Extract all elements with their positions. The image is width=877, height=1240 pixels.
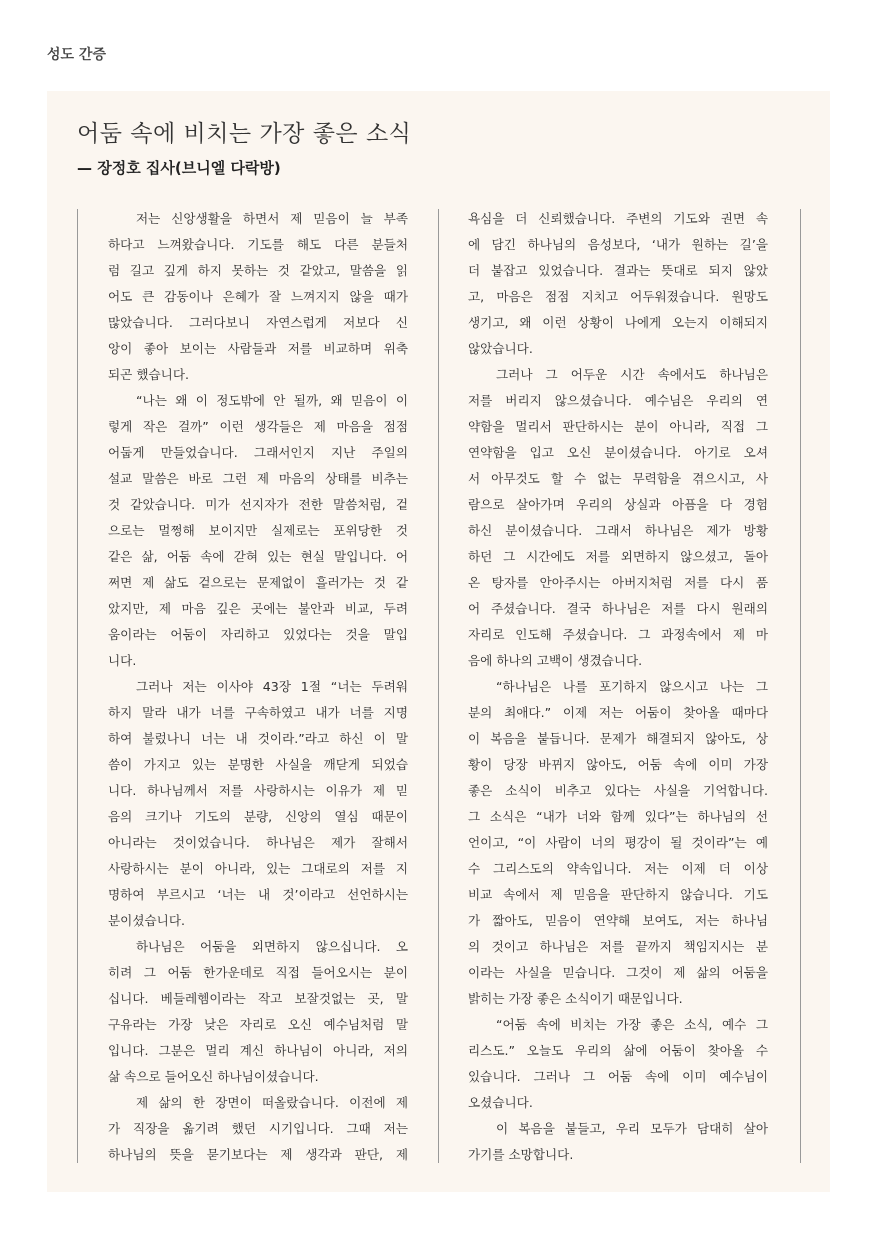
body-text-line: 같은 삶, 어둠 속에 갇혀 있는 현실 말입니다. 어: [108, 549, 408, 564]
body-text-line: 밝히는 가장 좋은 소식이기 때문입니다.: [468, 991, 683, 1006]
body-text-line: 분의 최애다.” 이제 저는 어둠이 찾아올 때마다: [468, 705, 768, 720]
body-text-line: 하여 불렀나니 너는 내 것이라.”라고 하신 이 말: [108, 731, 408, 746]
body-text-line: 가 직장을 옮기려 했던 시기입니다. 그때 저는: [108, 1121, 408, 1136]
body-text-line: 하나님은 어둠을 외면하지 않으십니다. 오: [136, 939, 408, 954]
body-text-line: 움이라는 어둠이 자리하고 있었다는 것을 말입: [108, 627, 408, 642]
body-text-line: 가 짧아도, 믿음이 연약해 보여도, 저는 하나님: [468, 913, 768, 928]
body-text-line: 음에 하나의 고백이 생겼습니다.: [468, 653, 643, 668]
body-text-line: 의 것이고 하나님은 저를 끝까지 책임지시는 분: [468, 939, 768, 954]
body-text-line: “나는 왜 이 정도밖에 안 될까, 왜 믿음이 이: [136, 393, 408, 408]
body-text-line: 히려 그 어둠 한가운데로 직접 들어오시는 분이: [108, 965, 408, 980]
body-text-line: 리스도.” 오늘도 우리의 삶에 어둠이 찾아올 수: [468, 1043, 768, 1058]
column-rule-middle: [438, 209, 439, 1163]
body-column-right: [468, 206, 768, 1168]
body-text-line: 하신 분이셨습니다. 그래서 하나님은 제가 방황: [468, 523, 768, 538]
body-text-line: 사랑하시는 분이 아니라, 있는 그대로의 저를 지: [108, 861, 408, 876]
body-text-line: 십니다. 베들레헴이라는 작고 보잘것없는 곳, 말: [108, 991, 408, 1006]
body-text-line: 씀이 가지고 있는 분명한 사실을 깨닫게 되었습: [108, 757, 408, 772]
body-text-line: 저를 버리지 않으셨습니다. 예수님은 우리의 연: [468, 393, 768, 408]
body-text-line: 구유라는 가장 낮은 자리로 오신 예수님처럼 말: [108, 1017, 408, 1032]
body-text-line: 많았습니다. 그러다보니 자연스럽게 저보다 신: [108, 315, 408, 330]
body-text-line: 이 복음을 붙듭니다. 문제가 해결되지 않아도, 상: [468, 731, 768, 746]
body-text-line: 자리로 인도해 주셨습니다. 그 과정속에서 제 마: [468, 627, 768, 642]
body-text-line: 가기를 소망합니다.: [468, 1147, 574, 1162]
body-text-line: 분이셨습니다.: [108, 913, 185, 928]
body-text-line: 비교 속에서 제 믿음을 판단하지 않습니다. 기도: [468, 887, 768, 902]
body-text-line: 황이 당장 바뀌지 않아도, 어둠 속에 이미 가장: [468, 757, 768, 772]
body-text-line: 이 복음을 붙들고, 우리 모두가 담대히 살아: [496, 1121, 768, 1136]
body-text-line: 온 탕자를 안아주시는 아버지처럼 저를 다시 품: [468, 575, 768, 590]
body-text-line: 고, 마음은 점점 지치고 어두워졌습니다. 원망도: [468, 289, 768, 304]
body-text-line: 것 같았습니다. 미가 선지자가 전한 말씀처럼, 겉: [108, 497, 408, 512]
body-text-line: 그 소식은 “내가 너와 함께 있다”는 하나님의 선: [468, 809, 768, 824]
body-text-line: 어둡게 만들었습니다. 그래서인지 지난 주일의: [108, 445, 408, 460]
body-text-line: 어 주셨습니다. 결국 하나님은 저를 다시 원래의: [468, 601, 768, 616]
body-text-line: 에 담긴 하나님의 음성보다, ‘내가 원하는 길’을: [468, 237, 768, 252]
body-text-line: 하나님의 뜻을 묻기보다는 제 생각과 판단, 제: [108, 1147, 408, 1162]
body-text-line: 하던 그 시간에도 저를 외면하지 않으셨고, 돌아: [468, 549, 768, 564]
body-text-line: 으로는 멀쩡해 보이지만 실제로는 포위당한 것: [108, 523, 408, 538]
body-text-line: 았지만, 제 마음 깊은 곳에는 불안과 비교, 두려: [108, 601, 408, 616]
article-title: 어둠 속에 비치는 가장 좋은 소식: [77, 121, 412, 147]
column-rule-left: [77, 209, 78, 1163]
body-text-line: 음의 크기나 기도의 분량, 신앙의 열심 때문이: [108, 809, 408, 824]
body-text-line: “하나님은 나를 포기하지 않으시고 나는 그: [496, 679, 768, 694]
body-text-line: 아니라는 것이었습니다. 하나님은 제가 잘해서: [108, 835, 408, 850]
body-text-line: 언이고, “이 사람이 너의 평강이 될 것이라”는 예: [468, 835, 768, 850]
body-text-line: 람으로 살아가며 우리의 상실과 아픔을 다 경험: [468, 497, 768, 512]
body-text-line: 어도 큰 감동이나 은혜가 잘 느껴지지 않을 때가: [108, 289, 408, 304]
section-label: 성도 간증: [47, 47, 106, 63]
body-text-line: 니다. 하나님께서 저를 사랑하시는 이유가 제 믿: [108, 783, 408, 798]
body-text-line: 명하여 부르시고 ‘너는 내 것’이라고 선언하시는: [108, 887, 408, 902]
body-text-line: 그러나 저는 이사야 43장 1절 “너는 두려워: [136, 679, 408, 694]
body-text-line: 삶 속으로 들어오신 하나님이셨습니다.: [108, 1069, 319, 1084]
body-text-line: 연약함을 입고 오신 분이셨습니다. 아기로 오셔: [468, 445, 768, 460]
body-text-line: 하다고 느껴왔습니다. 기도를 해도 다른 분들처: [108, 237, 408, 252]
body-text-line: 약함을 멀리서 판단하시는 분이 아니라, 직접 그: [468, 419, 768, 434]
body-text-line: 좋은 소식이 비추고 있다는 사실을 기억합니다.: [468, 783, 768, 798]
body-text-line: 럼 길고 깊게 하지 못하는 것 같았고, 말씀을 읽: [108, 263, 408, 278]
body-text-line: 하지 말라 내가 너를 구속하였고 내가 너를 지명: [108, 705, 408, 720]
body-text-line: 이라는 사실을 믿습니다. 그것이 제 삶의 어둠을: [468, 965, 768, 980]
body-text-line: 되곤 했습니다.: [108, 367, 189, 382]
body-text-line: 있습니다. 그러나 그 어둠 속에 이미 예수님이: [468, 1069, 768, 1084]
column-rule-right: [800, 209, 801, 1163]
body-text-line: 오셨습니다.: [468, 1095, 533, 1110]
article-byline: — 장정호 집사(브니엘 다락방): [77, 159, 281, 177]
body-text-line: “어둠 속에 비치는 가장 좋은 소식, 예수 그: [496, 1017, 768, 1032]
body-text-line: 저는 신앙생활을 하면서 제 믿음이 늘 부족: [136, 211, 408, 226]
body-column-left: [108, 206, 408, 1168]
body-text-line: 생기고, 왜 이런 상황이 나에게 오는지 이해되지: [468, 315, 768, 330]
body-text-line: 설교 말씀은 바로 그런 제 마음의 상태를 비추는: [108, 471, 408, 486]
article-panel: [47, 91, 830, 1192]
body-text-line: 제 삶의 한 장면이 떠올랐습니다. 이전에 제: [136, 1095, 408, 1110]
body-text-line: 욕심을 더 신뢰했습니다. 주변의 기도와 권면 속: [468, 211, 768, 226]
body-text-line: 렇게 작은 걸까” 이런 생각들은 제 마음을 점점: [108, 419, 408, 434]
body-text-line: 입니다. 그분은 멀리 계신 하나님이 아니라, 저의: [108, 1043, 408, 1058]
body-text-line: 그러나 그 어두운 시간 속에서도 하나님은: [496, 367, 768, 382]
body-text-line: 앙이 좋아 보이는 사람들과 저를 비교하며 위축: [108, 341, 408, 356]
body-text-line: 더 붙잡고 있었습니다. 결과는 뜻대로 되지 않았: [468, 263, 768, 278]
body-text-line: 서 아무것도 할 수 없는 무력함을 겪으시고, 사: [468, 471, 768, 486]
body-text-line: 수 그리스도의 약속입니다. 저는 이제 더 이상: [468, 861, 768, 876]
body-text-line: 않았습니다.: [468, 341, 533, 356]
body-text-line: 쩌면 제 삶도 겉으로는 문제없이 흘러가는 것 같: [108, 575, 408, 590]
body-text-line: 니다.: [108, 653, 137, 668]
